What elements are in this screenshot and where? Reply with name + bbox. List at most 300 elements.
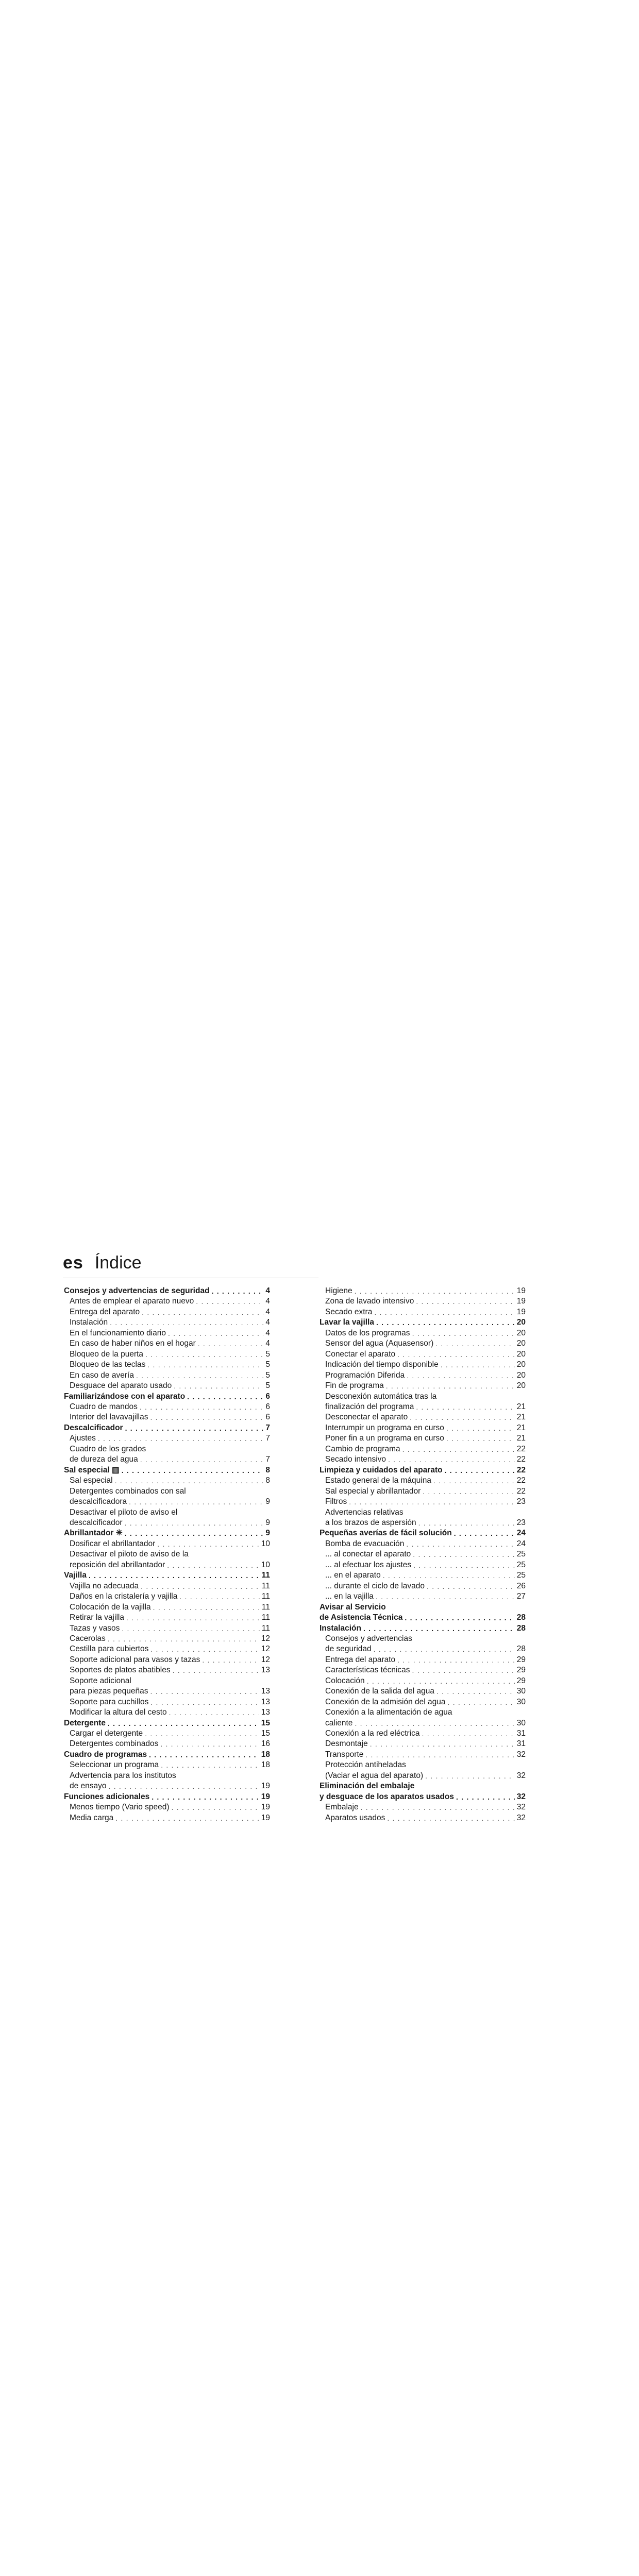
- toc-entry[interactable]: [320, 1296, 526, 1307]
- toc-dot-leader: [423, 1486, 515, 1497]
- toc-entry-page: 24: [516, 1539, 526, 1548]
- toc-entry-page: 18: [261, 1760, 270, 1770]
- toc-entry-page: 20: [516, 1370, 526, 1380]
- toc-entry-label: Media carga: [70, 1813, 114, 1822]
- toc-entry-page: 9: [265, 1518, 270, 1527]
- toc-entry-page: 19: [261, 1803, 270, 1812]
- toc-dot-leader: [115, 1476, 264, 1486]
- toc-entry[interactable]: [320, 1771, 526, 1781]
- toc-entry-label: Detergentes combinados con sal: [70, 1486, 186, 1496]
- toc-entry-page: 32: [516, 1771, 526, 1780]
- toc-entry-label: Indicación del tiempo disponible: [325, 1360, 439, 1369]
- toc-dot-leader: [196, 1296, 263, 1307]
- toc-entry-label: Sal especial ▥: [64, 1465, 120, 1475]
- toc-entry-label: En caso de avería: [70, 1370, 134, 1380]
- toc-entry[interactable]: [320, 1423, 526, 1433]
- toc-entry-label: Cargar el detergente: [70, 1729, 143, 1738]
- toc-entry-page: 12: [261, 1645, 270, 1654]
- toc-dot-leader: [125, 1423, 264, 1433]
- toc-entry[interactable]: [64, 1497, 270, 1507]
- toc-entry[interactable]: [320, 1760, 526, 1770]
- toc-entry-page: 26: [516, 1581, 526, 1590]
- toc-entry-page: 30: [516, 1697, 526, 1706]
- toc-section-entry[interactable]: [64, 1286, 270, 1296]
- toc-dot-leader: [355, 1286, 515, 1296]
- toc-entry[interactable]: [320, 1813, 526, 1823]
- toc-entry-page: 19: [516, 1286, 526, 1295]
- toc-dot-leader: [422, 1728, 515, 1739]
- toc-dot-leader: [153, 1602, 260, 1613]
- toc-dot-leader: [108, 1718, 259, 1728]
- toc-entry[interactable]: [320, 1655, 526, 1665]
- toc-entry[interactable]: [64, 1665, 270, 1675]
- toc-dot-leader: [89, 1570, 260, 1581]
- toc-entry-page: 19: [516, 1297, 526, 1306]
- toc-entry-label: de ensayo: [70, 1782, 107, 1791]
- toc-dot-leader: [397, 1349, 515, 1360]
- toc-section-entry[interactable]: [64, 1392, 270, 1402]
- toc-entry-label: Limpieza y cuidados del aparato: [320, 1465, 443, 1475]
- toc-entry-label: Fin de programa: [325, 1381, 384, 1391]
- toc-entry[interactable]: [320, 1570, 526, 1581]
- toc-entry-page: 20: [516, 1349, 526, 1359]
- toc-entry[interactable]: [320, 1328, 526, 1338]
- toc-dot-leader: [456, 1792, 515, 1802]
- toc-entry[interactable]: [64, 1739, 270, 1749]
- toc-entry-page: 25: [516, 1571, 526, 1580]
- toc-entry[interactable]: [320, 1581, 526, 1591]
- toc-dot-leader: [413, 1549, 514, 1560]
- toc-dot-leader: [446, 1433, 515, 1444]
- toc-entry-label: Retirar la vajilla: [70, 1613, 124, 1622]
- toc-entry-label: Desconexión automática tras la: [325, 1392, 437, 1401]
- toc-entry-label: Aparatos usados: [325, 1813, 385, 1822]
- toc-entry[interactable]: [64, 1338, 270, 1349]
- toc-entry[interactable]: [64, 1581, 270, 1591]
- toc-dot-leader: [363, 1623, 515, 1634]
- toc-section-entry[interactable]: [320, 1623, 526, 1634]
- toc-entry[interactable]: [64, 1539, 270, 1549]
- toc-section-entry[interactable]: [64, 1570, 270, 1581]
- toc-dot-leader: [397, 1655, 515, 1665]
- toc-entry-page: 6: [265, 1392, 270, 1401]
- toc-entry-page: 22: [516, 1444, 526, 1453]
- toc-entry-label: Transporte: [325, 1750, 364, 1759]
- toc-dot-leader: [425, 1771, 515, 1781]
- toc-entry-label: Conexión de la salida del agua: [325, 1687, 434, 1696]
- toc-entry[interactable]: [320, 1444, 526, 1454]
- toc-entry-page: 28: [516, 1623, 526, 1633]
- toc-entry[interactable]: [320, 1454, 526, 1465]
- toc-entry-page: 23: [516, 1518, 526, 1527]
- toc-entry[interactable]: [64, 1676, 270, 1686]
- toc-entry[interactable]: [320, 1697, 526, 1707]
- toc-entry-label: Seleccionar un programa: [70, 1760, 159, 1770]
- toc-entry-page: 11: [261, 1592, 270, 1601]
- toc-dot-leader: [122, 1623, 260, 1634]
- toc-entry-label: Instalación: [320, 1623, 361, 1633]
- toc-entry-page: 32: [516, 1803, 526, 1812]
- toc-entry-page: 8: [265, 1476, 270, 1485]
- toc-entry-label: Bloqueo de las teclas: [70, 1360, 146, 1369]
- toc-entry-label: de dureza del agua: [70, 1455, 138, 1464]
- toc-dot-leader: [441, 1360, 515, 1370]
- toc-dot-leader: [169, 1707, 259, 1718]
- toc-section-entry[interactable]: [64, 1465, 270, 1476]
- toc-entry[interactable]: [320, 1476, 526, 1486]
- toc-dot-leader: [361, 1802, 515, 1812]
- page-title: Índice: [94, 1253, 142, 1273]
- toc-entry-page: 11: [261, 1581, 270, 1590]
- toc-section-entry[interactable]: [320, 1602, 526, 1613]
- toc-entry-label: Características técnicas: [325, 1666, 410, 1675]
- toc-entry-label: Cacerolas: [70, 1634, 106, 1643]
- toc-entry-label: Secado intensivo: [325, 1455, 386, 1464]
- toc-dot-leader: [349, 1497, 515, 1507]
- toc-entry-label: Desmontaje: [325, 1739, 368, 1749]
- toc-dot-leader: [150, 1697, 259, 1707]
- toc-entry[interactable]: [64, 1412, 270, 1422]
- toc-entry[interactable]: [320, 1412, 526, 1422]
- toc-entry-label: ... al conectar el aparato: [325, 1550, 411, 1559]
- toc-entry-label: Pequeñas averías de fácil solución: [320, 1529, 452, 1538]
- toc-entry[interactable]: [320, 1549, 526, 1560]
- toc-entry-label: descalcificador: [70, 1518, 123, 1527]
- toc-entry-label: para piezas pequeñas: [70, 1687, 148, 1696]
- toc-entry-page: 7: [265, 1455, 270, 1464]
- toc-dot-leader: [370, 1739, 515, 1749]
- toc-entry-page: 10: [261, 1560, 270, 1569]
- toc-entry[interactable]: [320, 1497, 526, 1507]
- toc-entry[interactable]: [64, 1560, 270, 1570]
- toc-entry[interactable]: [64, 1518, 270, 1528]
- toc-entry-label: Cestilla para cubiertos: [70, 1645, 149, 1654]
- toc-dot-leader: [110, 1317, 263, 1328]
- toc-entry[interactable]: [64, 1591, 270, 1602]
- toc-entry-page: 11: [261, 1602, 270, 1612]
- toc-entry[interactable]: [64, 1444, 270, 1454]
- toc-dot-leader: [416, 1402, 514, 1412]
- toc-entry-label: Interior del lavavajillas: [70, 1413, 148, 1422]
- toc-entry[interactable]: [64, 1813, 270, 1823]
- toc-entry-label: Lavar la vajilla: [320, 1318, 374, 1327]
- toc-entry-label: Advertencia para los institutos: [70, 1771, 176, 1780]
- toc-dot-leader: [125, 1528, 264, 1538]
- toc-entry[interactable]: [320, 1676, 526, 1686]
- toc-dot-leader: [413, 1560, 515, 1570]
- toc-entry-page: 28: [516, 1613, 526, 1622]
- toc-dot-leader: [412, 1665, 515, 1675]
- toc-entry-label: Conexión a la red eléctrica: [325, 1729, 420, 1738]
- toc-entry-page: 19: [261, 1782, 270, 1791]
- toc-entry-label: Bomba de evacuación: [325, 1539, 405, 1548]
- toc-dot-leader: [374, 1307, 514, 1317]
- toc-entry[interactable]: [64, 1381, 270, 1391]
- toc-entry-page: 20: [516, 1318, 526, 1327]
- toc-entry-label: Secado extra: [325, 1307, 373, 1316]
- toc-entry-page: 4: [265, 1339, 270, 1348]
- toc-entry-label: Instalación: [70, 1318, 108, 1327]
- toc-dot-leader: [136, 1370, 263, 1381]
- toc-entry-page: 6: [265, 1402, 270, 1411]
- toc-entry-page: 32: [516, 1813, 526, 1822]
- toc-entry[interactable]: [64, 1328, 270, 1338]
- toc-entry-label: Desactivar el piloto de aviso el: [70, 1507, 178, 1517]
- toc-dot-leader: [367, 1676, 515, 1686]
- toc-entry[interactable]: [320, 1802, 526, 1812]
- toc-entry-label: Colocación: [325, 1676, 365, 1685]
- toc-entry-page: 5: [265, 1381, 270, 1391]
- toc-section-entry[interactable]: [64, 1750, 270, 1760]
- toc-section-entry[interactable]: [320, 1792, 526, 1802]
- toc-entry-page: 15: [261, 1718, 270, 1727]
- toc-entry-label: ... en la vajilla: [325, 1592, 374, 1601]
- toc-dot-leader: [168, 1328, 263, 1338]
- toc-entry-page: 7: [265, 1423, 270, 1432]
- toc-entry-label: Colocación de la vajilla: [70, 1602, 151, 1612]
- toc-entry[interactable]: [64, 1433, 270, 1444]
- toc-entry-page: 30: [516, 1718, 526, 1727]
- toc-entry-page: 21: [516, 1423, 526, 1432]
- toc-entry-label: descalcificadora: [70, 1497, 127, 1506]
- toc-entry-label: Tazas y vasos: [70, 1623, 120, 1633]
- toc-entry-label: Soporte para cuchillos: [70, 1697, 149, 1706]
- toc-dot-leader: [129, 1497, 263, 1507]
- toc-entry-page: 20: [516, 1339, 526, 1348]
- toc-entry[interactable]: [320, 1381, 526, 1391]
- toc-entry-label: Entrega del aparato: [325, 1655, 396, 1664]
- toc-entry-page: 9: [265, 1497, 270, 1506]
- toc-entry-page: 19: [261, 1792, 270, 1801]
- toc-dot-leader: [142, 1307, 263, 1317]
- toc-dot-leader: [402, 1444, 515, 1454]
- toc-entry-label: y desguace de los aparatos usados: [320, 1792, 455, 1801]
- toc-entry[interactable]: [64, 1370, 270, 1381]
- toc-dot-leader: [173, 1665, 259, 1675]
- toc-entry-page: 4: [265, 1328, 270, 1337]
- toc-entry-page: 22: [516, 1455, 526, 1464]
- toc-entry-page: 13: [261, 1687, 270, 1696]
- toc-section-entry[interactable]: [64, 1528, 270, 1538]
- toc-entry[interactable]: [64, 1360, 270, 1370]
- toc-entry[interactable]: [320, 1507, 526, 1518]
- toc-entry-page: 5: [265, 1349, 270, 1359]
- toc-entry-page: 12: [261, 1655, 270, 1664]
- toc-entry-label: Daños en la cristalería y vajilla: [70, 1592, 178, 1601]
- toc-entry-label: Conexión de la admisión del agua: [325, 1697, 446, 1706]
- toc-entry-label: En caso de haber niños en el hogar: [70, 1339, 196, 1348]
- toc-entry-page: 29: [516, 1666, 526, 1675]
- toc-dot-leader: [125, 1518, 264, 1528]
- toc-entry[interactable]: [64, 1507, 270, 1518]
- toc-entry-page: 16: [261, 1739, 270, 1749]
- toc-entry-label: Detergente: [64, 1718, 106, 1727]
- toc-entry-page: 7: [265, 1434, 270, 1443]
- toc-entry-label: Vajilla no adecuada: [70, 1581, 139, 1590]
- toc-entry-label: (Vaciar el agua del aparato): [325, 1771, 424, 1780]
- toc-entry-label: En el funcionamiento diario: [70, 1328, 166, 1337]
- toc-entry-page: 21: [516, 1434, 526, 1443]
- toc-entry-page: 10: [261, 1539, 270, 1548]
- toc-dot-leader: [172, 1802, 259, 1812]
- toc-section-entry[interactable]: [320, 1613, 526, 1623]
- toc-entry-label: Conexión a la alimentación de agua: [325, 1708, 452, 1717]
- toc-entry[interactable]: [320, 1392, 526, 1402]
- toc-column-left: [64, 1286, 270, 1823]
- toc-dot-leader: [140, 1402, 264, 1412]
- toc-dot-leader: [212, 1286, 264, 1296]
- toc-entry-label: Entrega del aparato: [70, 1307, 140, 1316]
- toc-entry[interactable]: [320, 1402, 526, 1412]
- toc-dot-leader: [406, 1539, 514, 1549]
- toc-entry[interactable]: [320, 1591, 526, 1602]
- toc-entry[interactable]: [320, 1349, 526, 1360]
- toc-entry[interactable]: [320, 1686, 526, 1697]
- toc-dot-leader: [454, 1528, 515, 1538]
- toc-entry[interactable]: [320, 1644, 526, 1654]
- toc-entry-page: 13: [261, 1697, 270, 1706]
- toc-entry[interactable]: [320, 1286, 526, 1296]
- toc-entry-label: Dosificar el abrillantador: [70, 1539, 156, 1548]
- toc-entry[interactable]: [64, 1476, 270, 1486]
- toc-entry[interactable]: [320, 1486, 526, 1497]
- toc-entry-page: 25: [516, 1560, 526, 1569]
- toc-dot-leader: [161, 1760, 259, 1770]
- toc-entry-label: Filtros: [325, 1497, 347, 1506]
- toc-entry[interactable]: [64, 1307, 270, 1317]
- toc-entry[interactable]: [320, 1433, 526, 1444]
- toc-entry-label: Zona de lavado intensivo: [325, 1297, 414, 1306]
- toc-entry-label: Cuadro de los grados: [70, 1444, 146, 1453]
- toc-entry-page: 31: [516, 1739, 526, 1749]
- toc-entry[interactable]: [64, 1634, 270, 1644]
- toc-entry[interactable]: [64, 1549, 270, 1560]
- toc-dot-leader: [355, 1718, 514, 1728]
- toc-section-entry[interactable]: [320, 1317, 526, 1328]
- toc-entry-page: 20: [516, 1360, 526, 1369]
- toc-entry[interactable]: [320, 1750, 526, 1760]
- toc-entry-label: Modificar la altura del cesto: [70, 1708, 167, 1717]
- toc-entry[interactable]: [320, 1728, 526, 1739]
- toc-entry-label: Soporte adicional: [70, 1676, 131, 1685]
- toc-entry[interactable]: [64, 1728, 270, 1739]
- toc-entry-label: Cambio de programa: [325, 1444, 400, 1453]
- toc-dot-leader: [150, 1686, 259, 1697]
- toc-entry[interactable]: [64, 1771, 270, 1781]
- toc-dot-leader: [374, 1644, 515, 1654]
- toc-entry-page: 19: [261, 1813, 270, 1822]
- toc-entry[interactable]: [64, 1486, 270, 1497]
- toc-entry-label: de Asistencia Técnica: [320, 1613, 403, 1622]
- toc-entry[interactable]: [320, 1518, 526, 1528]
- toc-entry[interactable]: [64, 1707, 270, 1718]
- toc-entry[interactable]: [64, 1760, 270, 1770]
- toc-dot-leader: [152, 1792, 259, 1802]
- toc-entry[interactable]: [64, 1602, 270, 1613]
- toc-entry-page: 8: [265, 1465, 270, 1475]
- toc-entry[interactable]: [64, 1296, 270, 1307]
- toc-entry[interactable]: [320, 1370, 526, 1381]
- toc-entry-page: 32: [516, 1792, 526, 1801]
- toc-entry-page: 20: [516, 1328, 526, 1337]
- toc-section-entry[interactable]: [64, 1718, 270, 1728]
- toc-entry-page: 6: [265, 1413, 270, 1422]
- toc-dot-leader: [383, 1570, 515, 1581]
- toc-section-entry[interactable]: [320, 1465, 526, 1476]
- toc-entry-label: Programación Diferida: [325, 1370, 405, 1380]
- toc-entry-page: 11: [261, 1623, 270, 1633]
- toc-entry-label: Cuadro de programas: [64, 1750, 147, 1759]
- toc-entry[interactable]: [320, 1707, 526, 1718]
- toc-entry-page: 4: [265, 1286, 270, 1295]
- toc-entry-label: Sal especial y abrillantador: [325, 1486, 421, 1496]
- toc-section-entry[interactable]: [64, 1792, 270, 1802]
- toc-entry-page: 11: [261, 1571, 270, 1580]
- toc-entry-label: Poner fin a un programa en curso: [325, 1434, 444, 1443]
- toc-section-entry[interactable]: [320, 1528, 526, 1538]
- toc-entry[interactable]: [64, 1697, 270, 1707]
- toc-entry[interactable]: [64, 1454, 270, 1465]
- toc-entry[interactable]: [64, 1781, 270, 1791]
- toc-entry[interactable]: [64, 1402, 270, 1412]
- toc-dot-leader: [412, 1328, 515, 1338]
- toc-dot-leader: [446, 1423, 515, 1433]
- toc-entry[interactable]: [320, 1539, 526, 1549]
- toc-entry[interactable]: [64, 1655, 270, 1665]
- toc-entry[interactable]: [320, 1560, 526, 1570]
- toc-entry[interactable]: [64, 1317, 270, 1328]
- toc-section-entry[interactable]: [320, 1781, 526, 1791]
- toc-entry[interactable]: [320, 1665, 526, 1675]
- toc-dot-leader: [418, 1518, 515, 1528]
- toc-dot-leader: [150, 1644, 259, 1654]
- toc-entry-label: Desactivar el piloto de aviso de la: [70, 1550, 189, 1559]
- toc-entry[interactable]: [64, 1644, 270, 1654]
- toc-entry[interactable]: [64, 1349, 270, 1360]
- toc-entry[interactable]: [320, 1338, 526, 1349]
- toc-dot-leader: [167, 1560, 259, 1570]
- toc-entry[interactable]: [320, 1360, 526, 1370]
- page-header: [63, 1253, 142, 1273]
- toc-entry[interactable]: [64, 1802, 270, 1812]
- toc-dot-leader: [388, 1454, 515, 1465]
- toc-entry-label: Desguace del aparato usado: [70, 1381, 172, 1391]
- toc-entry-label: Funciones adicionales: [64, 1792, 150, 1801]
- toc-entry-label: Cuadro de mandos: [70, 1402, 138, 1411]
- toc-entry-label: Soporte adicional para vasos y tazas: [70, 1655, 200, 1664]
- toc-dot-leader: [376, 1317, 515, 1328]
- toc-entry-label: ... al efectuar los ajustes: [325, 1560, 412, 1569]
- toc-entry[interactable]: [320, 1718, 526, 1728]
- toc-entry-label: Ajustes: [70, 1434, 96, 1443]
- toc-dot-leader: [187, 1392, 263, 1402]
- toc-entry-label: Sal especial: [70, 1476, 113, 1485]
- toc-entry-label: Desconectar el aparato: [325, 1413, 408, 1422]
- toc-entry[interactable]: [64, 1613, 270, 1623]
- toc-entry-page: 22: [516, 1465, 526, 1475]
- toc-entry[interactable]: [64, 1686, 270, 1697]
- toc-entry-label: Bloqueo de la puerta: [70, 1349, 144, 1359]
- toc-entry[interactable]: [320, 1634, 526, 1644]
- toc-section-entry[interactable]: [64, 1423, 270, 1433]
- toc-entry[interactable]: [320, 1739, 526, 1749]
- toc-dot-leader: [433, 1476, 515, 1486]
- toc-entry-label: reposición del abrillantador: [70, 1560, 165, 1569]
- toc-entry[interactable]: [320, 1307, 526, 1317]
- toc-entry-label: Higiene: [325, 1286, 352, 1295]
- toc-entry-label: Eliminación del embalaje: [320, 1782, 415, 1791]
- toc-entry[interactable]: [64, 1623, 270, 1634]
